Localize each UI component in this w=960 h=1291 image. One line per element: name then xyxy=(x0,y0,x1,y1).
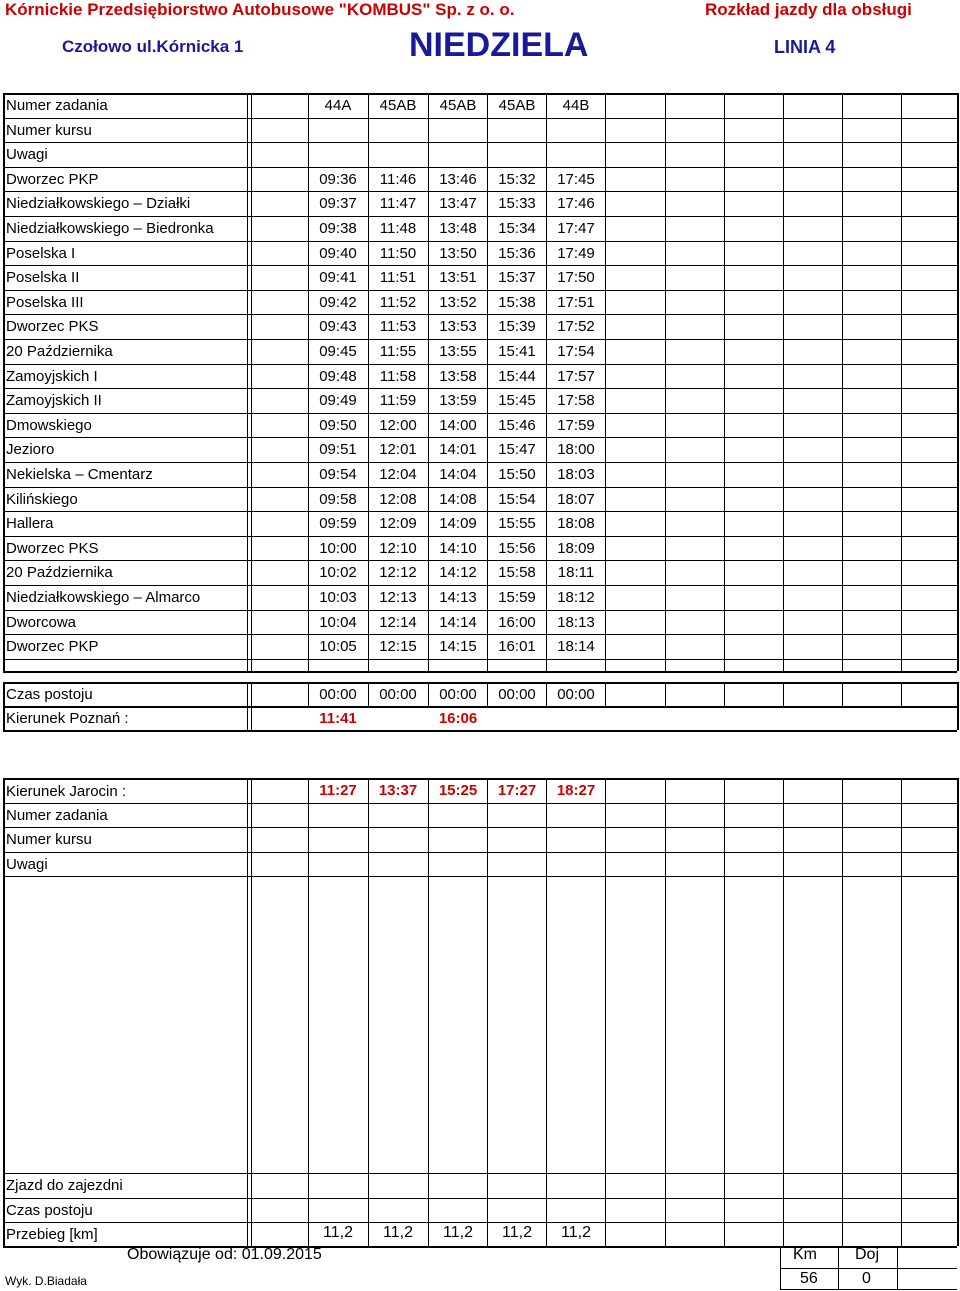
departure-time: 15:38 xyxy=(498,293,536,311)
departure-time: 12:04 xyxy=(379,466,417,483)
departure-time: 09:54 xyxy=(319,466,357,483)
departure-time: 11:50 xyxy=(379,244,417,262)
departure-time: 09:48 xyxy=(319,367,357,385)
departure-time: 15:55 xyxy=(498,515,536,533)
company-name: Kórnickie Przedsiębiorstwo Autobusowe "KOMBUS" Sp. z o. o. xyxy=(5,0,515,19)
departure-time: 09:49 xyxy=(319,392,357,410)
departure-time: 14:12 xyxy=(439,564,477,582)
departure-time: 18:00 xyxy=(557,441,595,459)
departure-time: 14:01 xyxy=(439,441,477,459)
departure-time: 10:05 xyxy=(319,638,357,656)
line-label: LINIA 4 xyxy=(774,37,836,57)
stop-name: Dworzec PKP xyxy=(6,638,99,656)
departure-time: 12:00 xyxy=(379,416,417,434)
departure-time: 17:50 xyxy=(557,269,595,287)
col-line xyxy=(783,682,784,706)
col-line xyxy=(783,778,784,1246)
departure-time: 13:50 xyxy=(439,244,477,262)
departure-time: 13:48 xyxy=(439,220,477,237)
departure-time: 11:55 xyxy=(379,343,417,360)
departure-time: 15:33 xyxy=(498,195,536,213)
km-value: 56 xyxy=(800,1270,818,1287)
departure-time: 16:00 xyxy=(498,613,536,631)
col-line xyxy=(724,778,725,1246)
stop-duration: 00:00 xyxy=(439,686,477,703)
col-line xyxy=(724,682,725,706)
departure-time: 17:45 xyxy=(557,170,595,188)
stop-name: 20 Października xyxy=(6,343,113,360)
row-line xyxy=(3,142,957,143)
row-line xyxy=(3,1173,957,1174)
col-line xyxy=(665,682,666,706)
stop-name: Niedziałkowskiego – Biedronka xyxy=(6,220,214,237)
valid-from: Obowiązuje od: 01.09.2015 xyxy=(127,1246,322,1263)
row-label: Uwagi xyxy=(6,146,48,164)
col-line xyxy=(251,682,252,730)
col-line xyxy=(842,778,843,1246)
departure-time: 18:13 xyxy=(557,613,595,631)
departure-time: 11:48 xyxy=(379,220,417,237)
task-number: 45AB xyxy=(379,97,417,114)
connection-time: 17:27 xyxy=(497,782,537,799)
departure-time: 09:37 xyxy=(319,195,357,213)
col-line xyxy=(901,778,902,1246)
departure-time: 13:47 xyxy=(439,195,477,213)
departure-time: 17:49 xyxy=(557,244,595,262)
stop-name: Dworzec PKP xyxy=(6,170,99,188)
departure-time: 17:47 xyxy=(557,220,595,237)
table-border xyxy=(957,682,959,730)
task-number: 44B xyxy=(562,97,590,114)
col-line xyxy=(724,93,725,671)
col-line xyxy=(368,778,369,1246)
row-label: Numer zadania xyxy=(6,97,108,114)
departure-time: 18:07 xyxy=(557,490,595,508)
box-line xyxy=(780,1246,781,1289)
stop-name: Jezioro xyxy=(6,441,55,459)
connection-time: 15:25 xyxy=(438,782,478,799)
distance-km: 11,2 xyxy=(323,1224,353,1241)
departure-time: 17:59 xyxy=(557,416,595,434)
departure-time: 10:03 xyxy=(319,589,357,606)
document-title: Rozkład jazdy dla obsługi xyxy=(705,0,912,19)
departure-time: 15:32 xyxy=(498,170,536,188)
departure-time: 17:51 xyxy=(557,293,595,311)
col-line xyxy=(783,93,784,671)
departure-time: 09:43 xyxy=(319,318,357,336)
departure-time: 09:45 xyxy=(319,343,357,360)
col-line xyxy=(901,682,902,706)
departure-time: 17:57 xyxy=(557,367,595,385)
table-border xyxy=(957,778,959,1246)
distance-km: 11,2 xyxy=(383,1224,413,1241)
departure-time: 11:53 xyxy=(379,318,417,336)
row-label: Kierunek Jarocin : xyxy=(6,783,127,800)
departure-time: 12:12 xyxy=(379,564,417,582)
departure-time: 13:53 xyxy=(439,318,477,336)
author-note: Wyk. D.Biadała xyxy=(5,1274,87,1288)
departure-time: 12:01 xyxy=(379,441,417,459)
col-line xyxy=(251,778,252,1246)
stop-duration: 00:00 xyxy=(498,686,536,703)
departure-time: 09:51 xyxy=(319,441,357,459)
task-number: 45AB xyxy=(439,97,477,114)
col-line xyxy=(487,778,488,1246)
stop-name: Poselska III xyxy=(6,293,84,311)
departure-time: 15:54 xyxy=(498,490,536,508)
departure-time: 14:04 xyxy=(439,466,477,483)
departure-time: 18:14 xyxy=(557,638,595,656)
stop-duration: 00:00 xyxy=(379,686,417,703)
stop-name: Dworcowa xyxy=(6,613,77,631)
stop-duration: 00:00 xyxy=(557,686,595,703)
departure-time: 12:15 xyxy=(379,638,417,656)
connection-time: 11:27 xyxy=(319,782,357,799)
departure-time: 11:59 xyxy=(379,392,417,410)
col-line xyxy=(842,93,843,671)
departure-time: 12:13 xyxy=(379,589,417,606)
doj-value: 0 xyxy=(862,1270,871,1287)
departure-time: 15:44 xyxy=(498,367,536,385)
departure-time: 14:15 xyxy=(439,638,477,656)
departure-time: 17:52 xyxy=(557,318,595,336)
row-label: Uwagi xyxy=(6,855,48,873)
table-border xyxy=(3,93,5,671)
departure-time: 10:00 xyxy=(319,539,357,557)
departure-time: 13:59 xyxy=(439,392,477,410)
departure-time: 15:50 xyxy=(498,466,536,483)
departure-time: 10:04 xyxy=(319,613,357,631)
departure-time: 15:39 xyxy=(498,318,536,336)
col-line xyxy=(842,682,843,706)
doj-label: Doj xyxy=(855,1246,880,1263)
stop-name: Hallera xyxy=(6,515,54,533)
departure-time: 12:14 xyxy=(379,613,417,631)
departure-time: 17:54 xyxy=(557,343,595,360)
row-label: Numer kursu xyxy=(6,831,92,848)
departure-time: 13:46 xyxy=(439,170,477,188)
departure-time: 15:47 xyxy=(498,441,536,459)
col-line xyxy=(901,93,902,671)
task-number: 45AB xyxy=(498,97,536,114)
departure-time: 15:59 xyxy=(498,589,536,606)
departure-time: 11:52 xyxy=(379,293,417,311)
box-line xyxy=(897,1246,898,1289)
stop-name: Nekielska – Cmentarz xyxy=(6,466,153,483)
departure-time: 15:37 xyxy=(498,269,536,287)
row-label: Czas postoju xyxy=(6,686,93,703)
departure-time: 11:51 xyxy=(379,269,417,287)
departure-time: 17:58 xyxy=(557,392,595,410)
departure-time: 15:45 xyxy=(498,392,536,410)
col-line xyxy=(605,778,606,1246)
stop-name: Zamoyjskich II xyxy=(6,392,102,410)
departure-time: 11:58 xyxy=(379,367,417,385)
row-line xyxy=(3,827,957,828)
col-line xyxy=(247,778,248,1246)
connection-time: 16:06 xyxy=(438,710,478,727)
departure-time: 18:09 xyxy=(557,539,595,557)
departure-time: 14:00 xyxy=(439,416,477,434)
box-line xyxy=(780,1289,957,1290)
departure-time: 12:10 xyxy=(379,539,417,557)
box-line xyxy=(838,1246,839,1289)
stop-name: Kilińskiego xyxy=(6,490,78,508)
row-label: Przebieg [km] xyxy=(6,1226,98,1243)
departure-time: 15:36 xyxy=(498,244,536,262)
departure-time: 13:51 xyxy=(439,269,477,287)
stop-name: Zamoyjskich I xyxy=(6,367,98,385)
departure-time: 14:10 xyxy=(439,539,477,557)
distance-km: 11,2 xyxy=(443,1224,473,1241)
stop-name: Poselska II xyxy=(6,269,80,287)
departure-time: 09:59 xyxy=(319,515,357,533)
col-line xyxy=(247,682,248,730)
row-line xyxy=(3,876,957,877)
departure-time: 09:42 xyxy=(319,293,357,311)
departure-time: 15:46 xyxy=(498,416,536,434)
table-border xyxy=(3,671,957,673)
stop-name: Niedziałkowskiego – Działki xyxy=(6,195,191,213)
col-line xyxy=(251,93,252,671)
stop-name: Dworzec PKS xyxy=(6,539,99,557)
departure-time: 10:02 xyxy=(319,564,357,582)
table-border xyxy=(3,778,5,1246)
departure-time: 13:55 xyxy=(439,343,477,360)
col-line xyxy=(665,778,666,1246)
stop-name: Dworzec PKS xyxy=(6,318,99,336)
departure-time: 14:09 xyxy=(439,515,477,533)
departure-time: 14:14 xyxy=(439,613,477,631)
col-line xyxy=(247,93,248,671)
departure-time: 11:46 xyxy=(379,170,417,188)
box-line xyxy=(780,1268,957,1269)
col-line xyxy=(605,93,606,671)
departure-time: 11:47 xyxy=(379,195,417,213)
departure-time: 15:58 xyxy=(498,564,536,582)
day-label: NIEDZIELA xyxy=(409,26,589,64)
col-line xyxy=(308,778,309,1246)
departure-time: 09:38 xyxy=(319,220,357,237)
departure-time: 12:09 xyxy=(379,515,417,533)
row-label: Zjazd do zajezdni xyxy=(6,1177,123,1194)
departure-time: 12:08 xyxy=(379,490,417,508)
departure-time: 18:11 xyxy=(557,564,595,582)
row-line xyxy=(3,1198,957,1199)
departure-time: 15:34 xyxy=(498,220,536,237)
stop-name: Dmowskiego xyxy=(6,416,92,434)
departure-time: 18:12 xyxy=(557,589,595,606)
stop-name: Poselska I xyxy=(6,244,76,262)
row-label: Numer kursu xyxy=(6,121,92,139)
departure-time: 14:13 xyxy=(439,589,477,606)
col-line xyxy=(546,778,547,1246)
departure-time: 09:58 xyxy=(319,490,357,508)
distance-km: 11,2 xyxy=(561,1224,591,1241)
departure-time: 15:41 xyxy=(498,343,536,360)
connection-time: 13:37 xyxy=(378,782,418,799)
row-label: Numer zadania xyxy=(6,806,108,824)
distance-km: 11,2 xyxy=(502,1224,532,1241)
connection-time: 11:41 xyxy=(319,710,357,727)
col-line xyxy=(605,682,606,706)
departure-time: 09:41 xyxy=(319,269,357,287)
row-label: Czas postoju xyxy=(6,1201,93,1219)
row-line xyxy=(3,852,957,853)
departure-time: 18:03 xyxy=(557,466,595,483)
departure-time: 17:46 xyxy=(557,195,595,213)
stop-name: Czołowo ul.Kórnicka 1 xyxy=(62,37,244,56)
departure-time: 14:08 xyxy=(439,490,477,508)
departure-time: 16:01 xyxy=(498,638,536,656)
stop-duration: 00:00 xyxy=(319,686,357,703)
departure-time: 15:56 xyxy=(498,539,536,557)
col-line xyxy=(428,778,429,1246)
km-label: Km xyxy=(793,1246,817,1263)
stop-name: Niedziałkowskiego – Almarco xyxy=(6,589,201,606)
departure-time: 18:08 xyxy=(557,515,595,533)
connection-time: 18:27 xyxy=(556,782,596,799)
departure-time: 13:52 xyxy=(439,293,477,311)
stop-name: 20 Października xyxy=(6,564,113,582)
task-number: 44A xyxy=(324,97,352,114)
table-border xyxy=(957,93,959,671)
departure-time: 13:58 xyxy=(439,367,477,385)
departure-time: 09:36 xyxy=(319,170,357,188)
row-label: Kierunek Poznań : xyxy=(6,710,129,727)
departure-time: 09:50 xyxy=(319,416,357,434)
col-line xyxy=(665,93,666,671)
table-border xyxy=(3,682,5,730)
departure-time: 09:40 xyxy=(319,244,357,262)
